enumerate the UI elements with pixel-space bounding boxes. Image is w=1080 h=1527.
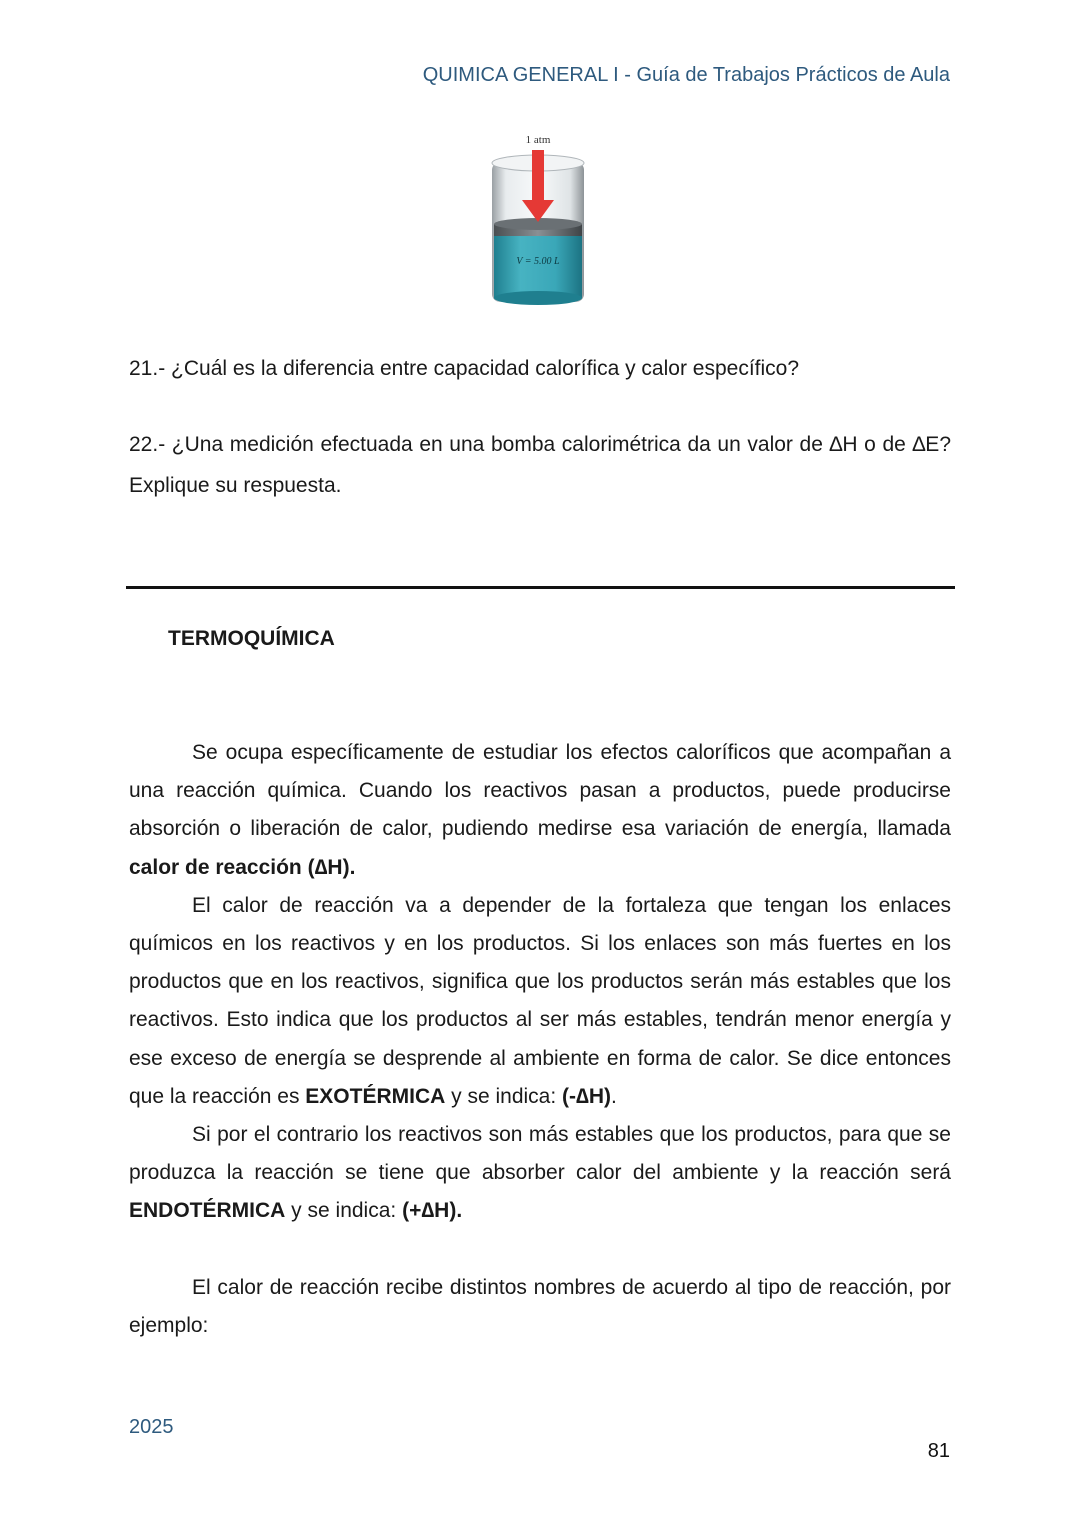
- paragraph-3: [129, 1116, 951, 1231]
- liquid-bottom: [494, 291, 582, 305]
- p1-text: Se ocupa específicamente de estudiar los efectos caloríficos que acompañan a una reacción química. Cuando los reactivos pasan a productos, puede producirse absorción o liberación de calor, pudiendo medirse esa variación de energía, llamada: [129, 741, 951, 841]
- p2-text: El calor de reacción va a depender de la fortaleza que tengan los enlaces químicos en los reactivos y en los productos. Si los enlaces son más fuertes en los productos que en los reactivos, significa que los productos serán más estables que los reactivos. Esto indica que los productos al ser más estables, tendrán menor energía y ese exceso de energía se desprende al ambiente en forma de calor. Se dice entonces que la reacción es: [129, 893, 951, 1108]
- cylinder-figure: [478, 126, 598, 311]
- p3-bold-endotermica: ENDOTÉRMICA: [129, 1199, 286, 1223]
- p3-mid: y se indica:: [285, 1199, 403, 1223]
- p2-bold-delta: (-∆H): [562, 1084, 612, 1108]
- paragraph-4: El calor de reacción recibe distintos nombres de acuerdo al tipo de reacción, por ejemplo:: [129, 1275, 951, 1337]
- section-divider: [126, 586, 955, 589]
- pressure-label: 1 atm: [525, 134, 551, 146]
- p3-bold-delta: (+∆H).: [402, 1199, 463, 1223]
- p2-end: .: [611, 1084, 617, 1108]
- p2-mid: y se indica:: [445, 1084, 563, 1108]
- body-text: [129, 734, 951, 1345]
- volume-label: V = 5.00 L: [516, 256, 560, 267]
- p1-bold: calor de reacción (∆H).: [129, 855, 356, 879]
- p2-bold-exotermica: EXOTÉRMICA: [305, 1084, 446, 1108]
- paragraph-2: [129, 887, 951, 1116]
- footer-year: 2025: [129, 1416, 174, 1438]
- section-title: TERMOQUÍMICA: [168, 627, 335, 650]
- paragraph-1: [129, 734, 951, 887]
- question-22: 22.- ¿Una medición efectuada en una bomba calorimétrica da un valor de ∆H o de ∆E? Explique su respuesta.: [129, 433, 951, 497]
- question-21: 21.- ¿Cuál es la diferencia entre capacidad calorífica y calor específico?: [129, 357, 800, 380]
- p3-text: Si por el contrario los reactivos son más estables que los productos, para que se produzca la reacción se tiene que absorber calor del ambiente y la reacción será: [129, 1123, 951, 1185]
- page-number: 81: [927, 1440, 950, 1462]
- liquid: [494, 236, 582, 298]
- page-header-title: QUIMICA GENERAL I - Guía de Trabajos Prácticos de Aula: [422, 64, 950, 86]
- pressure-arrow-shaft: [532, 150, 544, 202]
